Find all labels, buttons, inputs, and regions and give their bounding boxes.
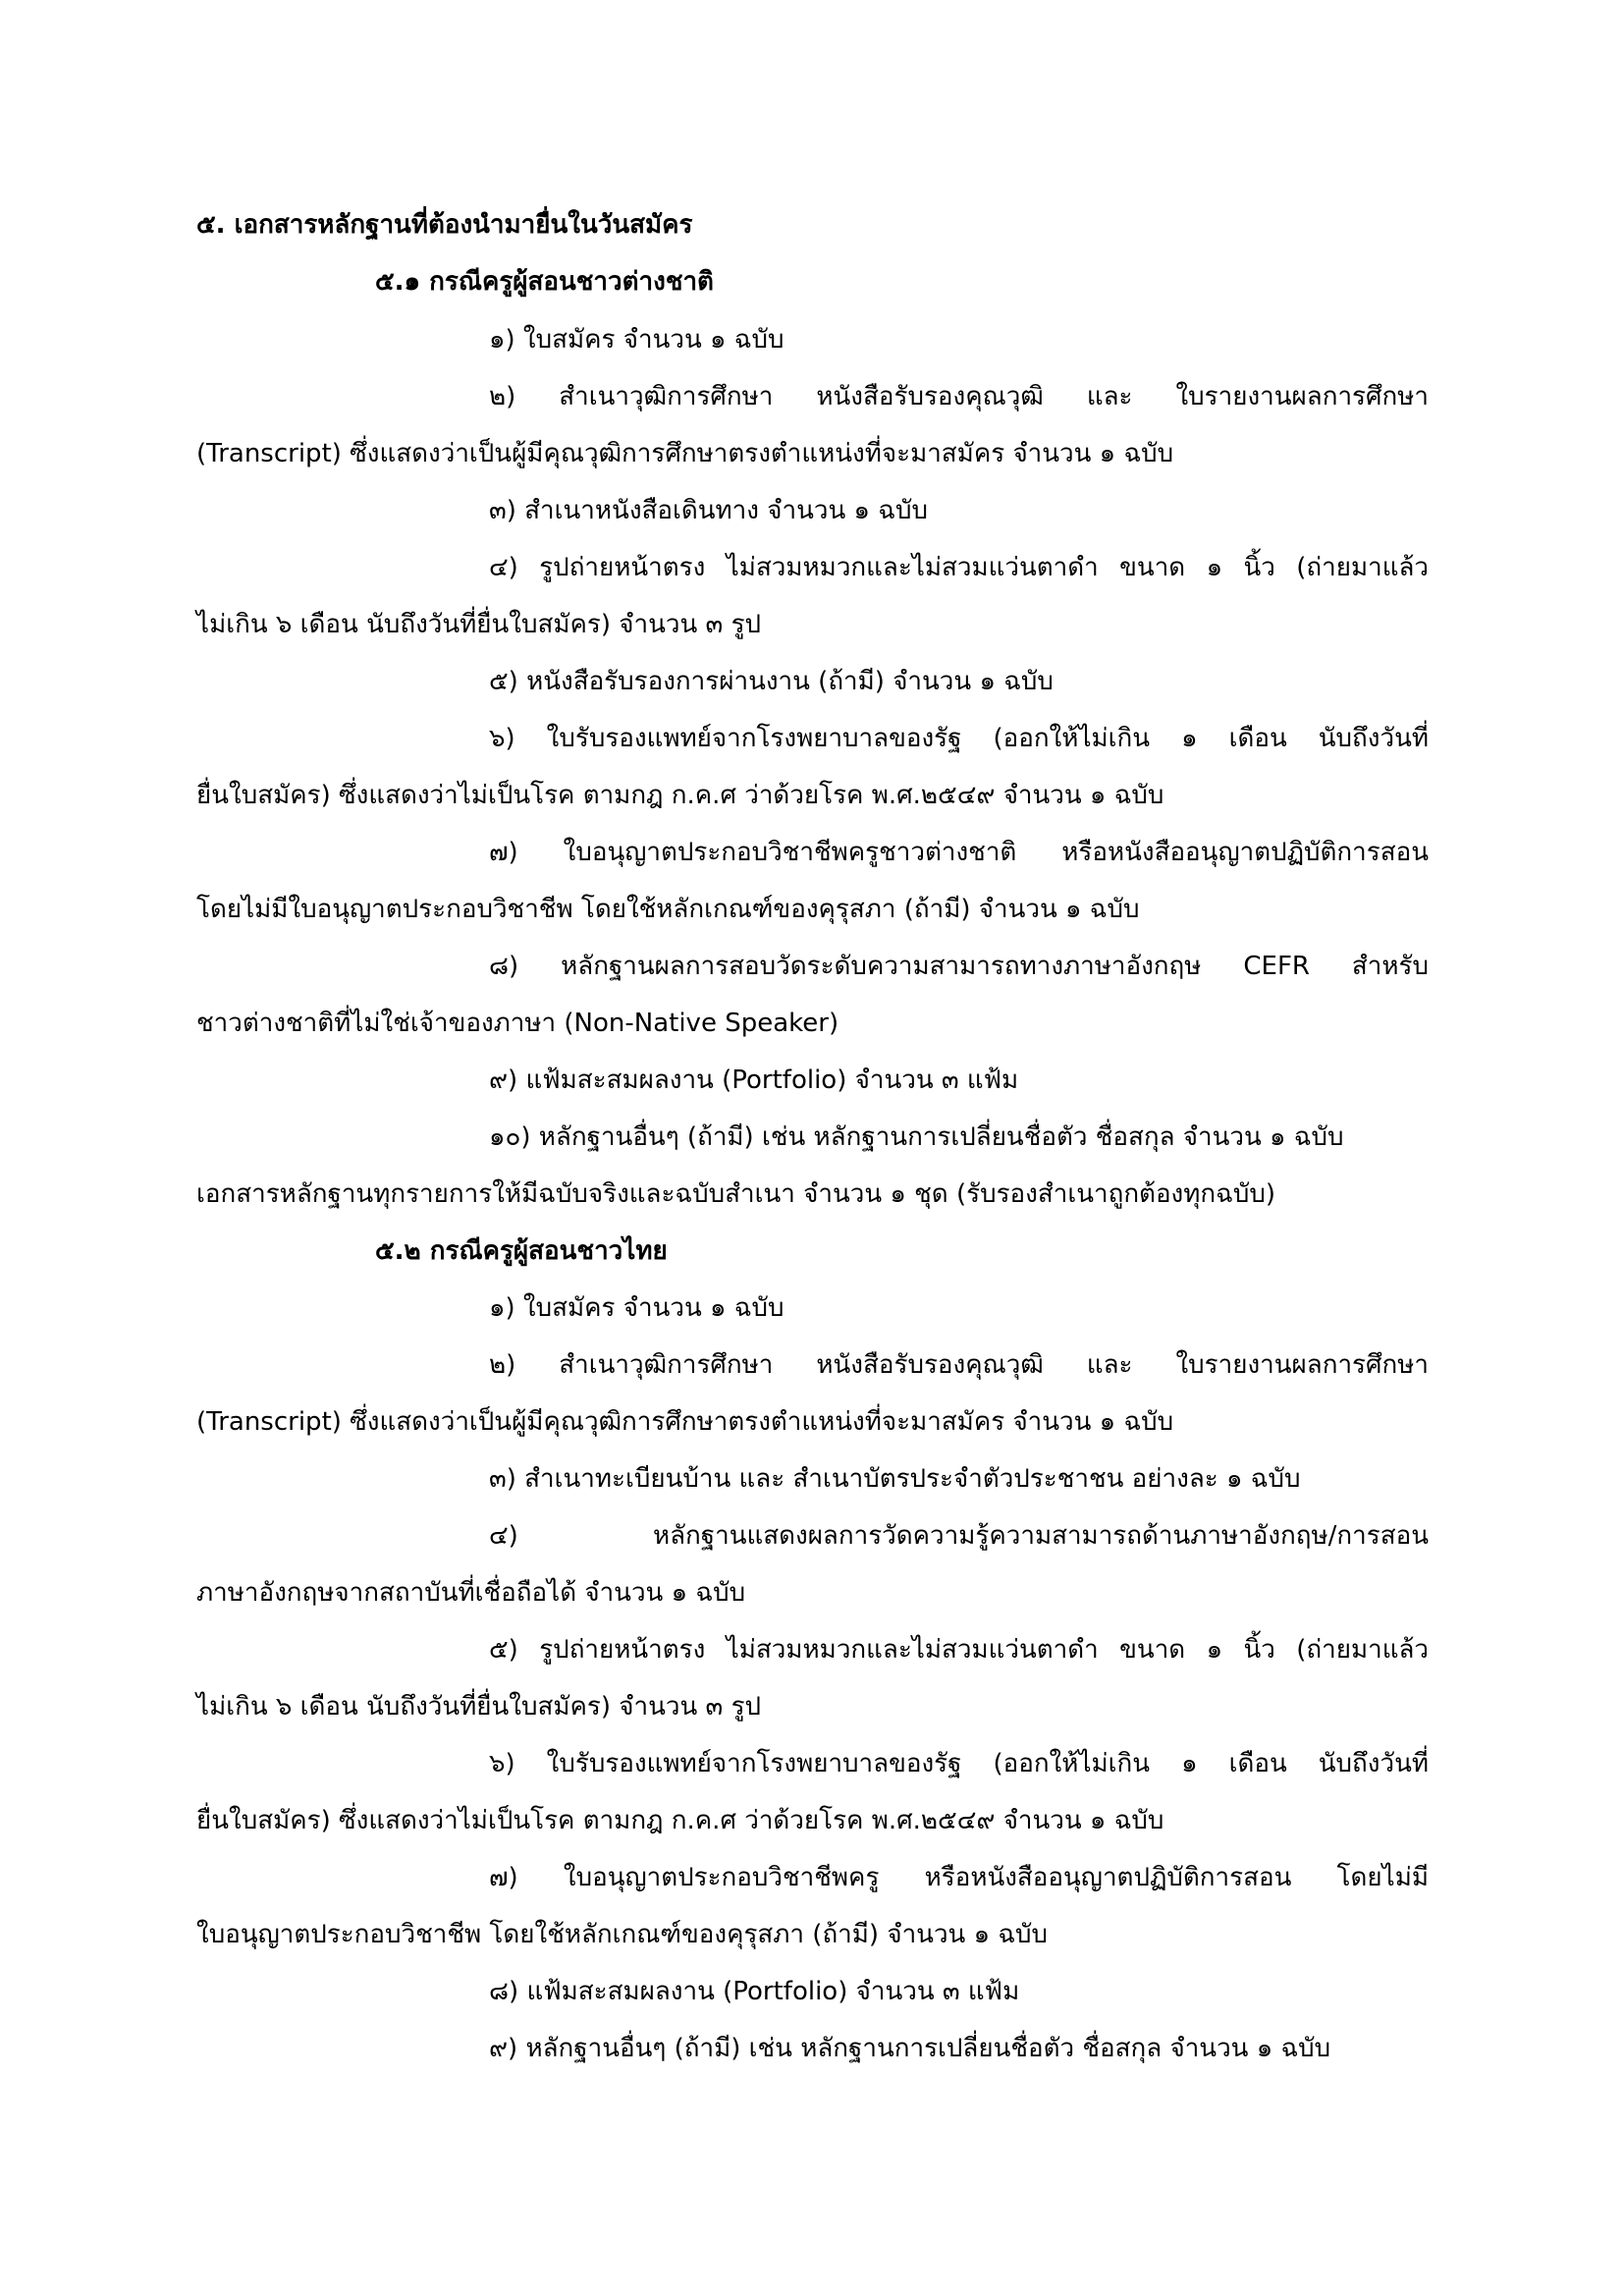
section-title: ๕. เอกสารหลักฐานที่ต้องนำมายื่นในวันสมัคร xyxy=(196,210,693,240)
thai-item-5: ๕) รูปถ่ายหน้าตรง ไม่สวมหมวกและไม่สวมแว่นตาดำ ขนาด ๑ นิ้ว (ถ่ายมาแล้ว xyxy=(489,1635,1429,1665)
foreign-item-7: ๗) ใบอนุญาตประกอบวิชาชีพครูชาวต่างชาติ หรือหนังสืออนุญาตปฏิบัติการสอน xyxy=(489,838,1429,867)
thai-item-6: ๖) ใบรับรองแพทย์จากโรงพยาบาลของรัฐ (ออกให้ไม่เกิน ๑ เดือน นับถึงวันที่ xyxy=(489,1749,1429,1778)
foreign-teacher-heading: ๕.๑ กรณีครูผู้สอนชาวต่างชาติ xyxy=(375,267,714,297)
foreign-item-8: ๘) หลักฐานผลการสอบวัดระดับความสามารถทางภาษาอังกฤษ CEFR สำหรับ xyxy=(489,952,1429,981)
thai-item-4-continued: ภาษาอังกฤษจากสถาบันที่เชื่อถือได้ จำนวน ๑ ฉบับ xyxy=(196,1578,746,1608)
foreign-item-1: ๑) ใบสมัคร จำนวน ๑ ฉบับ xyxy=(489,325,784,355)
thai-item-7-continued: ใบอนุญาตประกอบวิชาชีพ โดยใช้หลักเกณฑ์ของคุรุสภา (ถ้ามี) จำนวน ๑ ฉบับ xyxy=(196,1920,1049,1949)
thai-item-8: ๘) แฟ้มสะสมผลงาน (Portfolio) จำนวน ๓ แฟ้ม xyxy=(489,1977,1020,2006)
thai-item-2-continued: (Transcript) ซึ่งแสดงว่าเป็นผู้มีคุณวุฒิการศึกษาตรงตำแหน่งที่จะมาสมัคร จำนวน ๑ ฉบับ xyxy=(196,1407,1174,1437)
thai-item-1: ๑) ใบสมัคร จำนวน ๑ ฉบับ xyxy=(489,1293,784,1323)
thai-teacher-heading: ๕.๒ กรณีครูผู้สอนชาวไทย xyxy=(375,1236,668,1266)
thai-item-5-continued: ไม่เกิน ๖ เดือน นับถึงวันที่ยื่นใบสมัคร) จำนวน ๓ รูป xyxy=(196,1692,762,1722)
foreign-item-6: ๖) ใบรับรองแพทย์จากโรงพยาบาลของรัฐ (ออกให้ไม่เกิน ๑ เดือน นับถึงวันที่ xyxy=(489,724,1429,753)
foreign-item-3: ๓) สำเนาหนังสือเดินทาง จำนวน ๑ ฉบับ xyxy=(489,496,928,525)
thai-item-2: ๒) สำเนาวุฒิการศึกษา หนังสือรับรองคุณวุฒิ และ ใบรายงานผลการศึกษา xyxy=(489,1350,1429,1380)
foreign-item-4-continued: ไม่เกิน ๖ เดือน นับถึงวันที่ยื่นใบสมัคร) จำนวน ๓ รูป xyxy=(196,610,762,639)
thai-item-7: ๗) ใบอนุญาตประกอบวิชาชีพครู หรือหนังสืออนุญาตปฏิบัติการสอน โดยไม่มี xyxy=(489,1863,1429,1892)
foreign-item-10: ๑๐) หลักฐานอื่นๆ (ถ้ามี) เช่น หลักฐานการเปลี่ยนชื่อตัว ชื่อสกุล จำนวน ๑ ฉบับ xyxy=(489,1122,1344,1152)
foreign-documents-note: เอกสารหลักฐานทุกรายการให้มีฉบับจริงและฉบับสำเนา จำนวน ๑ ชุด (รับรองสำเนาถูกต้องทุกฉบับ) xyxy=(196,1179,1275,1209)
thai-item-3: ๓) สำเนาทะเบียนบ้าน และ สำเนาบัตรประจำตัวประชาชน อย่างละ ๑ ฉบับ xyxy=(489,1464,1301,1494)
foreign-item-2-continued: (Transcript) ซึ่งแสดงว่าเป็นผู้มีคุณวุฒิการศึกษาตรงตำแหน่งที่จะมาสมัคร จำนวน ๑ ฉบับ xyxy=(196,439,1174,468)
thai-item-6-continued: ยื่นใบสมัคร) ซึ่งแสดงว่าไม่เป็นโรค ตามกฎ ก.ค.ศ ว่าด้วยโรค พ.ศ.๒๕๔๙ จำนวน ๑ ฉบับ xyxy=(196,1806,1164,1835)
foreign-item-5: ๕) หนังสือรับรองการผ่านงาน (ถ้ามี) จำนวน ๑ ฉบับ xyxy=(489,667,1054,696)
foreign-item-2: ๒) สำเนาวุฒิการศึกษา หนังสือรับรองคุณวุฒิ และ ใบรายงานผลการศึกษา xyxy=(489,382,1429,411)
foreign-item-8-continued: ชาวต่างชาติที่ไม่ใช่เจ้าของภาษา (Non-Native Speaker) xyxy=(196,1009,839,1038)
thai-item-9: ๙) หลักฐานอื่นๆ (ถ้ามี) เช่น หลักฐานการเปลี่ยนชื่อตัว ชื่อสกุล จำนวน ๑ ฉบับ xyxy=(489,2034,1331,2063)
thai-item-4: ๔) หลักฐานแสดงผลการวัดความรู้ความสามารถด้านภาษาอังกฤษ/การสอน xyxy=(489,1521,1429,1551)
foreign-item-9: ๙) แฟ้มสะสมผลงาน (Portfolio) จำนวน ๓ แฟ้ม xyxy=(489,1066,1019,1095)
foreign-item-7-continued: โดยไม่มีใบอนุญาตประกอบวิชาชีพ โดยใช้หลักเกณฑ์ของคุรุสภา (ถ้ามี) จำนวน ๑ ฉบับ xyxy=(196,895,1140,924)
foreign-item-4: ๔) รูปถ่ายหน้าตรง ไม่สวมหมวกและไม่สวมแว่นตาดำ ขนาด ๑ นิ้ว (ถ่ายมาแล้ว xyxy=(489,553,1429,582)
foreign-item-6-continued: ยื่นใบสมัคร) ซึ่งแสดงว่าไม่เป็นโรค ตามกฎ ก.ค.ศ ว่าด้วยโรค พ.ศ.๒๕๔๙ จำนวน ๑ ฉบับ xyxy=(196,781,1164,810)
